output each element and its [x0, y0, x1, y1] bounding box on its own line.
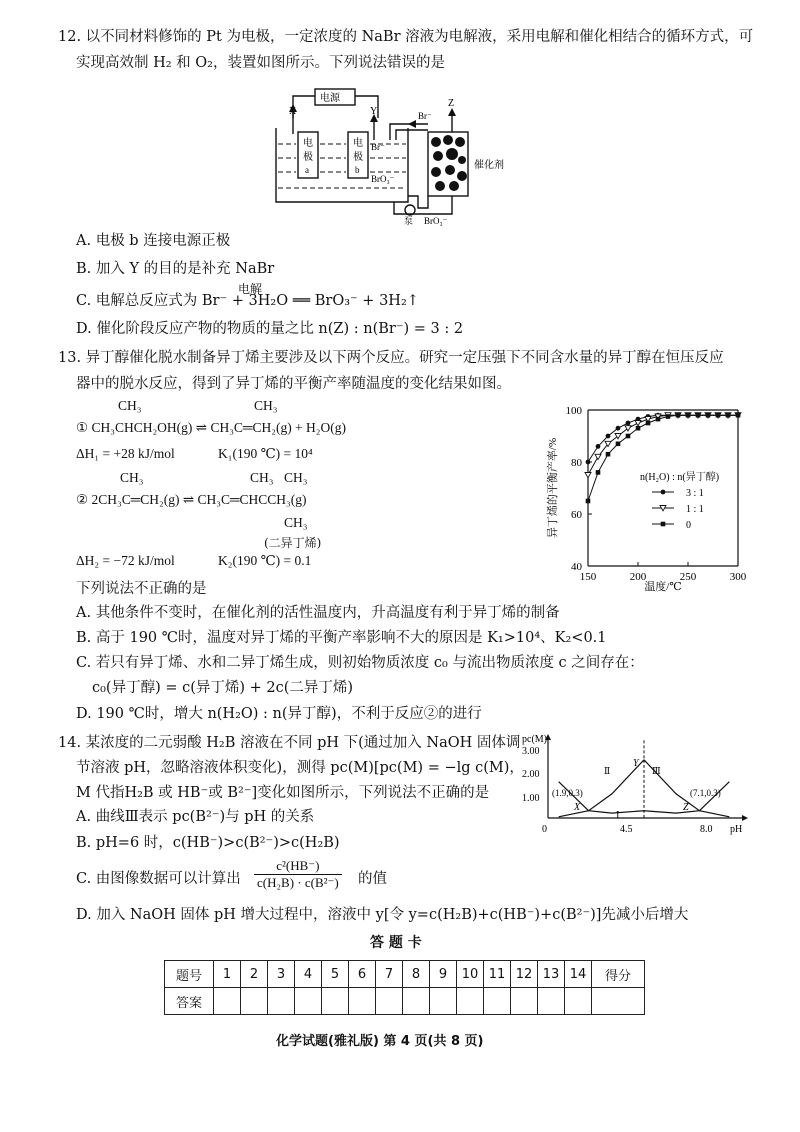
question-number-cell: 1	[214, 961, 241, 988]
q14-pc-chart	[520, 730, 750, 840]
question-number-cell: 4	[295, 961, 322, 988]
answer-card-table	[164, 960, 645, 1015]
answer-cell[interactable]	[241, 988, 268, 1015]
r2-ch3-b: CH₃	[250, 470, 274, 485]
answer-card-title: 答 题 卡	[370, 935, 422, 951]
reaction-2: ② 2CH₃C═CH₂(g) ⇌ CH₃C═CHCCH₃(g)	[76, 492, 307, 507]
q13-y-tick-label: 100	[565, 405, 582, 417]
answer-cell[interactable]	[565, 988, 592, 1015]
q13-option-c-eq: c₀(异丁醇) = c(异丁烯) + 2c(二异丁烯)	[92, 680, 354, 696]
answer-label-cell: 答案	[165, 988, 214, 1015]
q14-ytick-2: 2.00	[522, 769, 540, 780]
answer-card-header-row	[165, 961, 645, 988]
electrode-a-char2: 极	[303, 152, 313, 163]
q14-point-x-coord: (1.9,0.3)	[552, 788, 583, 798]
q12-option-b: B. 加入 Y 的目的是补充 NaBr	[76, 261, 275, 277]
q13-series-line	[588, 415, 738, 462]
q13-point-3to1	[596, 444, 601, 449]
q13-point-0	[606, 452, 611, 457]
q13-point-1to1	[595, 454, 601, 459]
q14-xtick-8: 8.0	[700, 824, 713, 835]
q14-option-d: D. 加入 NaOH 固体 pH 增大过程中，溶液中 y[令 y=c(H₂B)+c(HB⁻)+c(B²⁻)]先减小后增大	[76, 907, 689, 923]
question-number-cell: 14	[565, 961, 592, 988]
electrolysis-tank	[276, 128, 408, 202]
reaction-1-dh: ΔH₁ = +28 kJ/mol	[76, 446, 175, 461]
q13-series-line	[588, 415, 738, 475]
r2-ch3-c: CH₃	[284, 470, 308, 485]
q12-stem-line1: 12. 以不同材料修饰的 Pt 为电极，一定浓度的 NaBr 溶液为电解液，采用电解和催化相结合的循环方式，可	[58, 29, 754, 45]
q14-ytick-3: 3.00	[522, 746, 540, 757]
answer-cell[interactable]	[349, 988, 376, 1015]
reaction-2-k: K₂(190 ℃) = 0.1	[218, 553, 312, 568]
q13-stem-line2: 器中的脱水反应，得到了异丁烯的平衡产率随温度的变化结果如图。	[76, 376, 511, 392]
q14-ytick-1: 1.00	[522, 793, 540, 804]
q12-option-c-condition: 电解	[238, 282, 263, 296]
q13-point-0	[666, 414, 671, 419]
q14-stem-line1: 14. 某浓度的二元弱酸 H₂B 溶液在不同 pH 下(通过加入 NaOH 固体调	[58, 735, 521, 751]
q13-point-0	[706, 413, 711, 418]
q13-stem-line1: 13. 异丁醇催化脱水制备异丁烯主要涉及以下两个反应。研究一定压强下不同含水量的异丁醇在恒压反应	[58, 350, 724, 366]
q13-point-0	[656, 417, 661, 422]
pump-label: 泵	[404, 216, 414, 226]
q14-ylabel: pc(M)	[522, 734, 547, 745]
q13-point-0	[736, 413, 741, 418]
q14-curve-label-2: Ⅱ	[604, 766, 611, 776]
q14-option-c-fraction	[254, 858, 342, 891]
q13-legend-label: 1 : 1	[686, 504, 704, 515]
q13-point-0	[626, 434, 631, 439]
electrode-b-char2: 极	[353, 152, 363, 163]
score-label-cell: 得分	[592, 961, 645, 988]
q12-option-a: A. 电极 b 连接电源正极	[76, 233, 231, 249]
q13-point-0	[586, 499, 591, 504]
q13-x-axis-label: 温度/℃	[644, 581, 682, 593]
q13-legend-title: n(H₂O) : n(异丁醇)	[640, 472, 720, 483]
q14-xtick-0: 0	[542, 824, 547, 835]
q13-ask: 下列说法不正确的是	[76, 581, 207, 597]
q13-x-tick-label: 200	[629, 571, 647, 583]
q13-option-b: B. 高于 190 ℃时，温度对异丁烯的平衡产率影响不大的原因是 K₁>10⁴、K₂<0.1	[76, 630, 607, 646]
page-footer: 化学试题(雅礼版) 第 4 页(共 8 页)	[276, 1034, 484, 1049]
electrode-a-char1: 电	[303, 138, 313, 149]
question-number-cell: 7	[376, 961, 403, 988]
q12-option-c: C. 电解总反应式为 Br⁻ + 3H₂O ══ BrO₃⁻ + 3H₂↑	[76, 293, 419, 309]
question-number-cell: 13	[538, 961, 565, 988]
q14-curve-label-3: Ⅲ	[652, 766, 661, 776]
reaction-1-k: K₁(190 ℃) = 10⁴	[218, 446, 313, 461]
q14-point-x: X	[574, 802, 581, 813]
answer-cell[interactable]	[322, 988, 349, 1015]
q13-y-tick-label: 80	[571, 457, 582, 469]
question-number-cell: 12	[511, 961, 538, 988]
q13-x-tick-label: 300	[729, 571, 747, 583]
r1-ch3-b: CH₃	[254, 398, 278, 413]
q13-y-tick-label: 60	[571, 509, 582, 521]
reaction-2-dh: ΔH₂ = −72 kJ/mol	[76, 553, 175, 568]
question-number-cell: 6	[349, 961, 376, 988]
answer-cell[interactable]	[403, 988, 430, 1015]
q13-point-3to1	[616, 426, 621, 431]
q13-option-a: A. 其他条件不变时，在催化剂的活性温度内，升高温度有利于异丁烯的制备	[76, 605, 560, 621]
question-number-cell: 3	[268, 961, 295, 988]
reaction-1: ① CH₃CHCH₂OH(g) ⇌ CH₃C═CH₂(g) + H₂O(g)	[76, 420, 346, 435]
br-pipe-label: Br⁻	[418, 111, 432, 121]
q13-x-tick-label: 150	[579, 571, 597, 583]
q12-option-d: D. 催化阶段反应产物的物质的量之比 n(Z) : n(Br⁻) = 3 : 2	[76, 321, 464, 337]
answer-cell[interactable]	[214, 988, 241, 1015]
x-label: X	[289, 106, 297, 117]
answer-cell[interactable]	[376, 988, 403, 1015]
q13-y-axis-label: 异丁烯的平衡产率/%	[547, 437, 559, 539]
answer-cell[interactable]	[295, 988, 322, 1015]
bro3-b-label: BrO₃⁻	[371, 174, 395, 184]
q13-legend-label: 3 : 1	[686, 488, 704, 499]
q14-point-y: Y	[633, 758, 639, 769]
q14-option-c: C. 由图像数据可以计算出	[76, 871, 241, 887]
answer-cell[interactable]	[538, 988, 565, 1015]
q13-point-0	[676, 413, 681, 418]
q13-legend-label: 0	[686, 520, 691, 531]
q14-xlabel: pH	[730, 824, 743, 835]
z-label: Z	[448, 98, 455, 109]
question-number-cell: 9	[430, 961, 457, 988]
answer-cell[interactable]	[268, 988, 295, 1015]
br-b-label: Br⁻	[371, 142, 385, 152]
q14-stem-line2: 节溶液 pH，忽略溶液体积变化)，测得 pc(M)[pc(M) = −lg c(M)，	[76, 760, 524, 776]
q13-x-tick-label: 250	[679, 571, 697, 583]
q13-point-0	[596, 470, 601, 475]
electrode-b-char3: b	[355, 165, 360, 175]
q13-point-0	[636, 426, 641, 431]
q13-point-1to1	[585, 473, 591, 478]
q13-point-1to1	[635, 421, 641, 426]
q14-point-z-coord: (7.1,0.3)	[690, 788, 721, 798]
answer-card-answer-row	[165, 988, 645, 1015]
question-number-cell: 5	[322, 961, 349, 988]
r1-ch3-a: CH₃	[118, 398, 142, 413]
q14-option-b: B. pH=6 时，c(HB⁻)>c(B²⁻)>c(H₂B)	[76, 835, 340, 851]
q13-point-3to1	[586, 460, 591, 465]
q13-y-tick-label: 40	[571, 561, 582, 573]
q13-point-0	[646, 421, 651, 426]
reaction-2-name: (二异丁烯)	[264, 536, 322, 550]
question-number-cell: 2	[241, 961, 268, 988]
q14-stem-line3: M 代指H₂B 或 HB⁻或 B²⁻]变化如图所示，下列说法不正确的是	[76, 785, 490, 801]
q13-point-0	[726, 413, 731, 418]
q13-option-c: C. 若只有异丁烯、水和二异丁烯生成，则初始物质浓度 c₀ 与流出物质浓度 c 之间存在：	[76, 655, 644, 671]
electrode-b-char1: 电	[353, 138, 363, 149]
question-number-cell: 10	[457, 961, 484, 988]
q14-point-z: Z	[683, 802, 689, 813]
q13-option-d: D. 190 ℃时，增大 n(H₂O) : n(异丁醇)，不利于反应②的进行	[76, 706, 482, 722]
q13-point-3to1	[661, 490, 666, 495]
q14-xtick-45: 4.5	[620, 824, 633, 835]
q13-point-0	[696, 413, 701, 418]
answer-cell[interactable]	[511, 988, 538, 1015]
y-label: Y	[370, 106, 378, 117]
q13-point-0	[661, 522, 666, 527]
electrode-a-char3: a	[305, 165, 309, 175]
q14-option-c-tail: 的值	[358, 871, 387, 887]
q13-point-0	[716, 413, 721, 418]
q13-point-0	[686, 413, 691, 418]
q13-point-3to1	[606, 434, 611, 439]
electrolysis-diagram	[268, 84, 504, 226]
header-label-cell: 题号	[165, 961, 214, 988]
r2-ch3-a: CH₃	[120, 470, 144, 485]
answer-cell[interactable]	[484, 988, 511, 1015]
power-label: 电源	[320, 93, 340, 104]
catalyst-label: 催化剂	[474, 160, 504, 171]
q13-point-3to1	[626, 421, 631, 426]
fraction-denominator: c(H₂B) · c(B²⁻)	[257, 875, 339, 890]
question-number-cell: 8	[403, 961, 430, 988]
question-number-cell: 11	[484, 961, 511, 988]
q13-yield-chart	[540, 396, 750, 594]
bro3-bottom-label: BrO₃⁻	[424, 216, 448, 226]
fraction-numerator: c²(HB⁻)	[254, 858, 342, 875]
q12-stem-line2: 实现高效制 H₂ 和 O₂，装置如图所示。下列说法错误的是	[76, 55, 445, 71]
q14-curve-label-1: Ⅰ	[616, 810, 620, 820]
q14-option-a: A. 曲线Ⅲ表示 pc(B²⁻)与 pH 的关系	[76, 809, 315, 825]
answer-cell[interactable]	[430, 988, 457, 1015]
q13-point-0	[616, 442, 621, 447]
r2-ch3-d: CH₃	[284, 515, 308, 530]
q13-series-line	[588, 415, 738, 501]
answer-cell[interactable]	[457, 988, 484, 1015]
score-cell[interactable]	[592, 988, 645, 1015]
